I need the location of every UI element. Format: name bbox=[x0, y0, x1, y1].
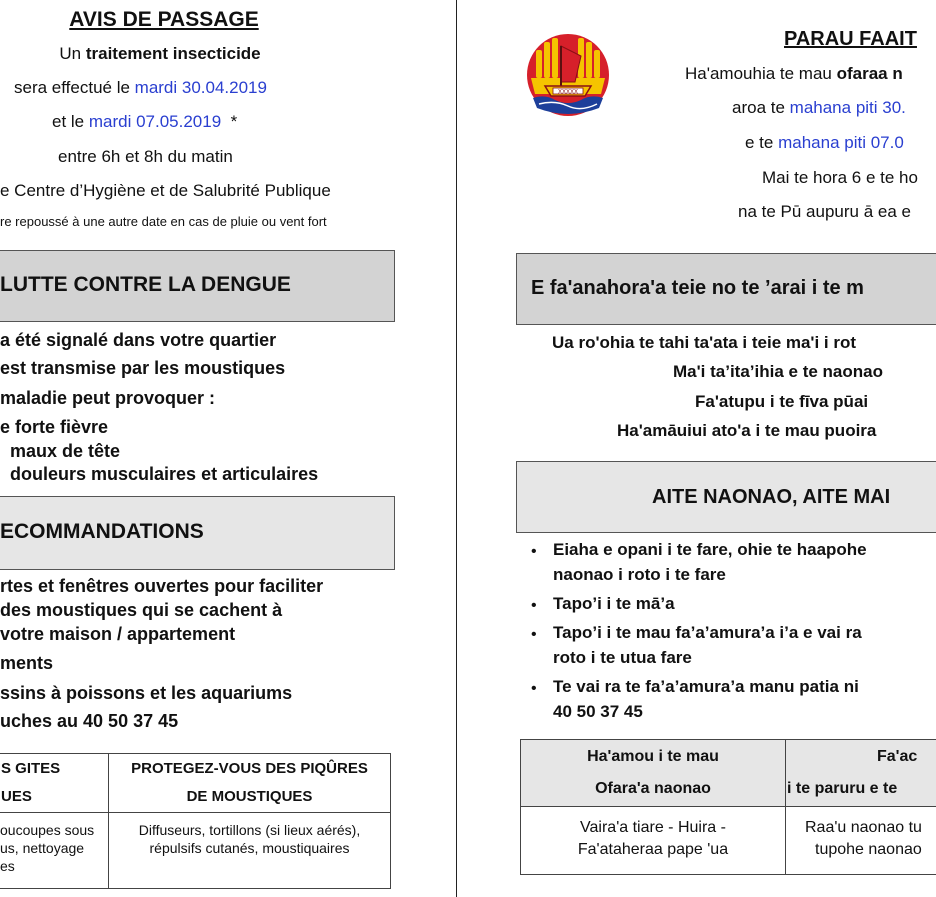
left-dengue-title: LUTTE CONTRE LA DENGUE bbox=[0, 273, 291, 296]
left-dengue-line-3: maladie peut provoquer : bbox=[0, 388, 216, 408]
left-dengue-line-1: a été signalé dans votre quartier bbox=[0, 330, 277, 350]
left-dengue-line-4: e forte fièvre bbox=[0, 417, 109, 437]
left-dengue-line-5: maux de tête bbox=[10, 441, 121, 461]
right-table-header-col2: Fa'ac i te paruru e te bbox=[786, 740, 936, 807]
right-dengue-title: E fa'anahora'a teie no te ’arai i te m bbox=[531, 277, 864, 299]
left-line-hours: entre 6h et 8h du matin bbox=[58, 147, 233, 166]
right-table-body-col1: Vaira'a tiare - Huira - Fa'ataheraa pape 'ua bbox=[521, 807, 786, 875]
right-bullet-4-line-1: Te vai ra te fa’a’amura’a manu patia ni bbox=[553, 677, 859, 696]
left-table-header-col2: PROTEGEZ-VOUS DES PIQÛRES DE MOUSTIQUES bbox=[109, 754, 391, 813]
right-table-header-col1: Ha'amou i te mau Ofara'a naonao bbox=[521, 740, 786, 807]
left-line-date1: sera effectué le mardi 30.04.2019 bbox=[14, 78, 267, 97]
left-table-body-col1: oucoupes sous us, nettoyage es bbox=[0, 813, 109, 889]
right-dengue-line-3: Fa'atupu i te fīva pūai bbox=[695, 392, 869, 411]
right-table-body-col2: Raa'u naonao tu tupohe naonao bbox=[786, 807, 936, 875]
left-reco-title: ECOMMANDATIONS bbox=[0, 520, 204, 543]
left-table-body-col2: Diffuseurs, tortillons (si lieux aérés), répulsifs cutanés, moustiquaires bbox=[109, 813, 391, 889]
left-reco-line-4: ments bbox=[0, 653, 54, 673]
page-divider bbox=[456, 0, 457, 897]
left-reco-line-3: votre maison / appartement bbox=[0, 624, 236, 644]
left-line-center: e Centre d’Hygiène et de Salubrité Publique bbox=[0, 181, 331, 200]
right-bullet-3-line-1: Tapo’i i te mau fa’a’amura’a i’a e vai ra bbox=[553, 623, 862, 642]
left-dengue-line-2: est transmise par les moustiques bbox=[0, 358, 286, 378]
right-bullet-1-line-2: naonao i roto i te fare bbox=[553, 565, 726, 584]
right-reco-title: AITE NAONAO, AITE MAI bbox=[652, 486, 891, 508]
bullet-icon: • bbox=[531, 680, 537, 697]
left-reco-line-2: des moustiques qui se cachent à bbox=[0, 600, 283, 620]
table-row bbox=[521, 740, 936, 807]
left-table-header-col1: S GITES UES bbox=[0, 754, 109, 813]
svg-text:XXXXX: XXXXX bbox=[557, 89, 579, 96]
bullet-icon: • bbox=[531, 597, 537, 614]
right-line-hours: Mai te hora 6 e te ho bbox=[762, 168, 918, 187]
left-reco-line-5: ssins à poissons et les aquariums bbox=[0, 683, 293, 703]
table-row bbox=[521, 807, 936, 875]
left-reco-line-6: uches au 40 50 37 45 bbox=[0, 711, 179, 731]
left-line-treatment: Un traitement insecticide bbox=[59, 44, 261, 63]
bullet-icon: • bbox=[531, 543, 537, 560]
table-row bbox=[0, 813, 391, 889]
left-line-date2: et le mardi 07.05.2019 * bbox=[52, 112, 238, 131]
french-polynesia-emblem-icon bbox=[525, 32, 611, 118]
right-bullet-1-line-1: Eiaha e opani i te fare, ohie te haapohe bbox=[553, 540, 867, 559]
right-dengue-line-2: Ma'i ta’ita’ihia e te naonao bbox=[673, 362, 883, 381]
right-line-date2: e te mahana piti 07.0 bbox=[745, 133, 904, 152]
left-prevention-table bbox=[0, 753, 391, 889]
right-notice-title: PARAU FAAIT bbox=[784, 28, 917, 50]
left-line-rain-note: re repoussé à une autre date en cas de pluie ou vent fort bbox=[0, 214, 327, 229]
right-line-treatment: Ha'amouhia te mau ofaraa n bbox=[685, 64, 903, 83]
right-bullet-2-line-1: Tapo’i i te mā’a bbox=[553, 594, 675, 613]
right-line-center: na te Pū aupuru ā ea e bbox=[738, 202, 911, 221]
table-row bbox=[0, 754, 391, 813]
right-line-date1: aroa te mahana piti 30. bbox=[732, 98, 906, 117]
right-bullet-4-line-2: 40 50 37 45 bbox=[553, 702, 643, 721]
right-prevention-table bbox=[520, 739, 936, 875]
bullet-icon: • bbox=[531, 626, 537, 643]
right-dengue-line-4: Ha'amāuiui ato'a i te mau puoira bbox=[617, 421, 877, 440]
left-reco-line-1: rtes et fenêtres ouvertes pour faciliter bbox=[0, 576, 324, 596]
right-dengue-line-1: Ua ro'ohia te tahi ta'ata i teie ma'i i rot bbox=[552, 333, 857, 352]
coat-of-arms-logo bbox=[525, 32, 611, 118]
right-bullet-3-line-2: roto i te utua fare bbox=[553, 648, 692, 667]
left-notice-title: AVIS DE PASSAGE bbox=[69, 8, 259, 31]
left-dengue-line-6: douleurs musculaires et articulaires bbox=[10, 464, 319, 484]
